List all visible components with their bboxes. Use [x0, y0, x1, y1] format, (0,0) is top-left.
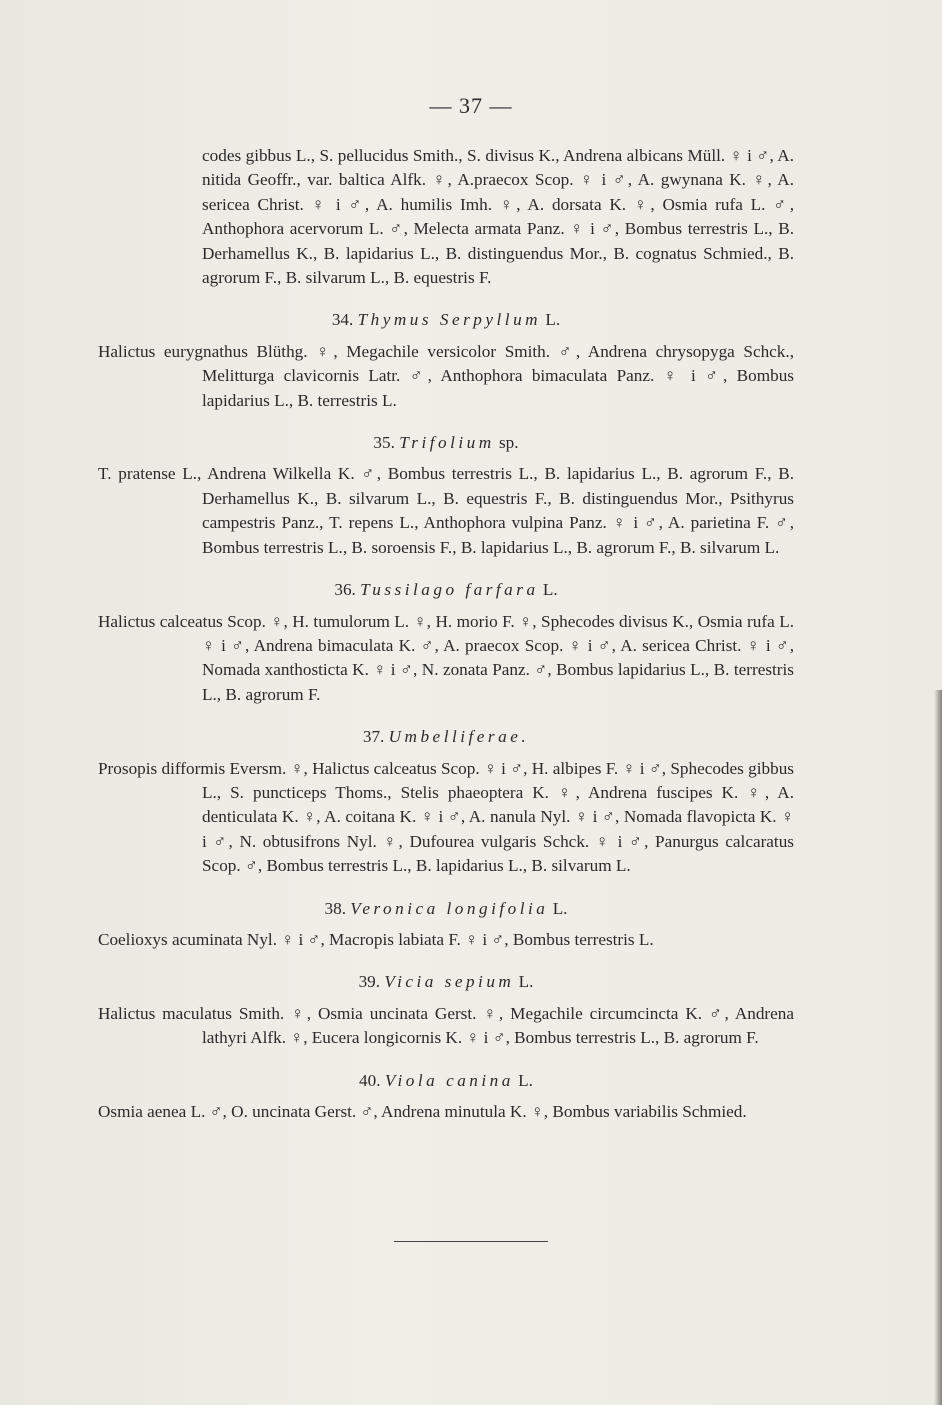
plant-author: L.: [518, 1070, 533, 1090]
plant-author: L.: [545, 310, 561, 330]
section-heading: [98, 725, 794, 749]
section-text: Osmia aenea L. ♂, O. uncinata Gerst. ♂, Andrena minutula K. ♀, Bombus variabilis Schmied.: [98, 1102, 747, 1121]
plant-author: L.: [542, 580, 558, 600]
section-text: Halictus calceatus Scop. ♀, H. tumulorum L. ♀, H. morio F. ♀, Sphecodes divisus K., Osmia rufa L. ♀ i ♂, Andrena bimaculata K. ♂, A. praecox Scop. ♀ i ♂, A. sericea Christ. ♀ i ♂, Nomada xanthosticta K. ♀ i ♂, N. zonata Panz. ♂, Bombus lapidarius L., B. terrestris L., B. agrorum F.: [98, 611, 794, 704]
section-heading: [98, 308, 794, 332]
plant-name: Veronica longifolia: [350, 898, 549, 918]
plant-name: Vicia sepium: [384, 972, 515, 992]
section-heading: [98, 578, 794, 602]
section-text: Halictus eurygnathus Blüthg. ♀, Megachile versicolor Smith. ♂, Andrena chrysopyga Schck., Melitturga clavicornis Latr. ♂, Anthophora bimaculata Panz. ♀ i ♂, Bombus lapidarius L., B. terrestris L.: [98, 341, 794, 410]
section-heading: [98, 897, 794, 921]
section-number: 37.: [362, 727, 385, 747]
plant-name: Tussilago farfara: [360, 580, 539, 600]
section-number: 40.: [359, 1070, 381, 1090]
section-35: [98, 431, 794, 560]
section-heading: [98, 431, 794, 455]
page-body: [98, 144, 794, 1124]
section-text: Prosopis difformis Eversm. ♀, Halictus calceatus Scop. ♀ i ♂, H. albipes F. ♀ i ♂, Sphecodes gibbus L., S. puncticeps Thoms., Stelis phaeoptera K. ♀, Andrena fuscipes K. ♀, A. denticulata K. ♀, A. coitana K. ♀ i ♂, A. nanula Nyl. ♀ i ♂, Nomada flavopicta K. ♀ i ♂, N. obtusifrons Nyl. ♀, Dufourea vulgaris Schck. ♀ i ♂, Panurgus calcaratus Scop. ♂, Bombus terrestris L., B. lapidarius L., B. silvarum L.: [98, 758, 794, 876]
plant-author: L.: [518, 972, 534, 992]
section-34: [98, 308, 794, 413]
section-text: Halictus maculatus Smith. ♀, Osmia uncinata Gerst. ♀, Megachile circumcincta K. ♂, Andrena lathyri Alfk. ♀, Eucera longicornis K. ♀ i ♂, Bombus terrestris L., B. agrorum F.: [98, 1003, 794, 1048]
continuation-paragraph: codes gibbus L., S. pellucidus Smith., S. divisus K., Andrena albicans Müll. ♀ i ♂, A. nitida Geoffr., var. baltica Alfk. ♀, A.praecox Scop. ♀ i ♂, A. gwynana K. ♀, A. sericea Christ. ♀ i ♂, A. humilis Imh. ♀, A. dorsata K. ♀, Osmia rufa L. ♂, Anthophora acervorum L. ♂, Melecta armata Panz. ♀ i ♂, Bombus terrestris L., B. Derhamellus K., B. lapidarius L., B. distinguendus Mor., B. cognatus Schmied., B. agrorum F., B. silvarum L., B. equestris F.: [202, 146, 794, 288]
section-heading: [98, 1069, 794, 1093]
section-number: 35.: [373, 433, 395, 453]
page-number: — 37 —: [429, 93, 513, 118]
section-heading: [98, 970, 794, 994]
plant-author: sp.: [498, 433, 519, 453]
plant-name: Umbelliferae.: [388, 727, 530, 747]
section-number: 36.: [334, 580, 356, 600]
page-edge-shadow: [934, 690, 942, 1405]
section-number: 38.: [324, 898, 346, 918]
plant-name: Thymus Serpyllum: [357, 310, 542, 330]
section-39: [98, 970, 794, 1050]
section-36: [98, 578, 794, 707]
section-text: T. pratense L., Andrena Wilkella K. ♂, Bombus terrestris L., B. lapidarius L., B. agrorum F., B. Derhamellus K., B. silvarum L., B. equestris F., B. distinguendus Mor., Psithyrus campestris Panz., T. repens L., Anthophora vulpina Panz. ♀ i ♂, A. parietina F. ♂, Bombus terrestris L., B. soroensis F., B. lapidarius L., B. agrorum F., B. silvarum L.: [98, 464, 794, 557]
section-text: Coelioxys acuminata Nyl. ♀ i ♂, Macropis labiata F. ♀ i ♂, Bombus terrestris L.: [98, 929, 654, 949]
section-number: 39.: [358, 972, 381, 992]
end-rule: [394, 1241, 548, 1242]
section-37: [98, 725, 794, 878]
plant-author: L.: [552, 898, 568, 918]
plant-name: Trifolium: [399, 433, 495, 453]
section-38: [98, 897, 794, 953]
plant-name: Viola canina: [384, 1070, 514, 1090]
section-40: [98, 1069, 794, 1125]
section-number: 34.: [331, 310, 354, 330]
